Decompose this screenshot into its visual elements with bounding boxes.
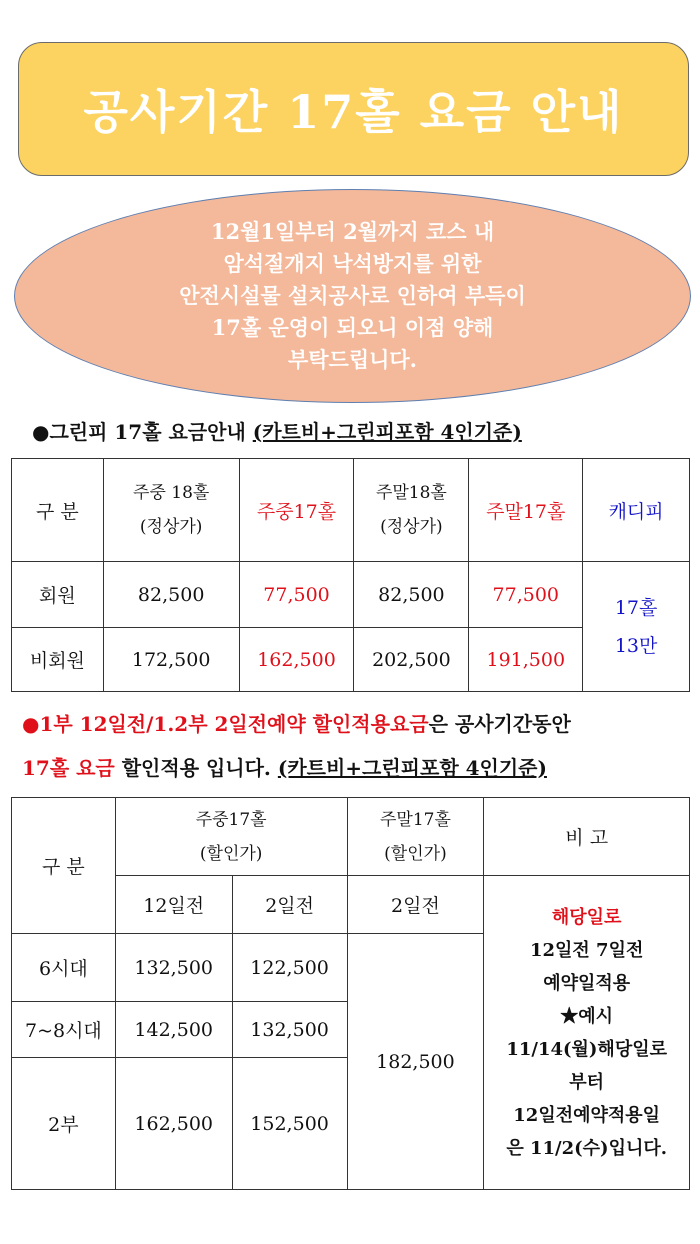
header-weekend18-label: 주말18홀	[375, 483, 447, 503]
remarks-line: ★예시	[560, 1005, 614, 1027]
caddie-holes: 17홀	[614, 596, 658, 619]
cell-weekend-price: 182,500	[347, 934, 484, 1190]
header-weekday18	[103, 459, 239, 562]
cell-d12: 142,500	[115, 1002, 232, 1058]
cell-weekend17: 77,500	[469, 562, 583, 628]
notice-text	[179, 216, 526, 376]
header-category: 구 분	[12, 459, 104, 562]
remarks-line: 12일전예약적용일	[513, 1104, 661, 1126]
row-label: 회원	[12, 562, 104, 628]
table-row	[12, 562, 690, 628]
row-label: 2부	[12, 1058, 116, 1190]
remarks-line: 부터	[569, 1071, 605, 1093]
bullet-icon: ●	[22, 712, 40, 736]
section-label: 그린피 17홀 요금안내	[49, 420, 246, 444]
section-basis: (카트비+그린피포함 4인기준)	[252, 420, 522, 444]
cell-weekend18: 202,500	[354, 628, 469, 692]
header-weekday17: 주중17홀	[239, 459, 354, 562]
discount-basis: (카트비+그린피포함 4인기준)	[277, 756, 547, 780]
cell-weekday17: 162,500	[239, 628, 354, 692]
cell-weekday18: 82,500	[103, 562, 239, 628]
row-label: 7~8시대	[12, 1002, 116, 1058]
header-weekend17-sub: (할인가)	[384, 843, 447, 864]
header-weekend-d2: 2일전	[347, 876, 484, 934]
notice-line: 17홀 운영이 되오니 이점 양해	[211, 315, 494, 340]
discount-text-2: 할인적용 입니다.	[114, 756, 278, 780]
header-weekday18-label: 주중 18홀	[133, 483, 210, 503]
cell-d2: 132,500	[232, 1002, 347, 1058]
row-label: 비회원	[12, 628, 104, 692]
discount-highlight-2: 17홀 요금	[22, 756, 115, 780]
cell-d12: 162,500	[115, 1058, 232, 1190]
discount-notice-line2	[22, 752, 547, 781]
remarks-line: 해당일로	[551, 906, 622, 928]
discount-text: 은 공사기간동안	[428, 712, 571, 736]
page-title: 공사기간 17홀 요금 안내	[83, 85, 624, 139]
cell-weekday18: 172,500	[103, 628, 239, 692]
header-weekday18-sub: (정상가)	[139, 517, 203, 537]
row-label: 6시대	[12, 934, 116, 1002]
header-caddie: 캐디피	[583, 459, 690, 562]
bullet-icon: ●	[32, 420, 50, 444]
discount-notice-line1	[22, 708, 571, 737]
remarks-line: 은 11/2(수)입니다.	[506, 1137, 667, 1159]
remarks-line: 11/14(월)해당일로	[506, 1038, 667, 1060]
cell-weekend18: 82,500	[354, 562, 469, 628]
header-weekend17: 주말17홀	[469, 459, 583, 562]
greenfee-section-title	[32, 416, 522, 445]
header-weekend17	[347, 798, 484, 876]
header-weekend18	[354, 459, 469, 562]
header-weekday17-label: 주중17홀	[195, 809, 267, 830]
header-weekend17-label: 주말17홀	[379, 809, 451, 830]
header-weekend18-sub: (정상가)	[380, 517, 443, 537]
greenfee-table	[11, 458, 690, 692]
notice-line: 안전시설물 설치공사로 인하여 부득이	[179, 283, 526, 308]
remarks-line: 예약일적용	[543, 972, 631, 994]
cell-d2: 122,500	[232, 934, 347, 1002]
discount-highlight: 1부 12일전/1.2부 2일전예약 할인적용요금	[39, 712, 429, 736]
cell-caddie	[583, 562, 690, 692]
remarks-cell	[484, 876, 690, 1190]
caddie-price: 13만	[614, 634, 658, 657]
header-d2: 2일전	[232, 876, 347, 934]
cell-d2: 152,500	[232, 1058, 347, 1190]
notice-line: 암석절개지 낙석방지를 위한	[223, 251, 482, 276]
notice-line: 12월1일부터 2월까지 코스 내	[210, 219, 495, 244]
remarks-line: 12일전 7일전	[529, 939, 644, 961]
cell-weekend17: 191,500	[469, 628, 583, 692]
header-d12: 12일전	[115, 876, 232, 934]
notice-ellipse	[14, 189, 691, 403]
title-banner	[18, 42, 689, 176]
header-weekday17-sub: (할인가)	[199, 843, 263, 864]
cell-d12: 132,500	[115, 934, 232, 1002]
cell-weekday17: 77,500	[239, 562, 354, 628]
header-category: 구 분	[12, 798, 116, 934]
discount-table	[11, 797, 690, 1190]
notice-line: 부탁드립니다.	[287, 347, 417, 372]
header-remarks: 비 고	[484, 798, 690, 876]
header-weekday17	[115, 798, 347, 876]
